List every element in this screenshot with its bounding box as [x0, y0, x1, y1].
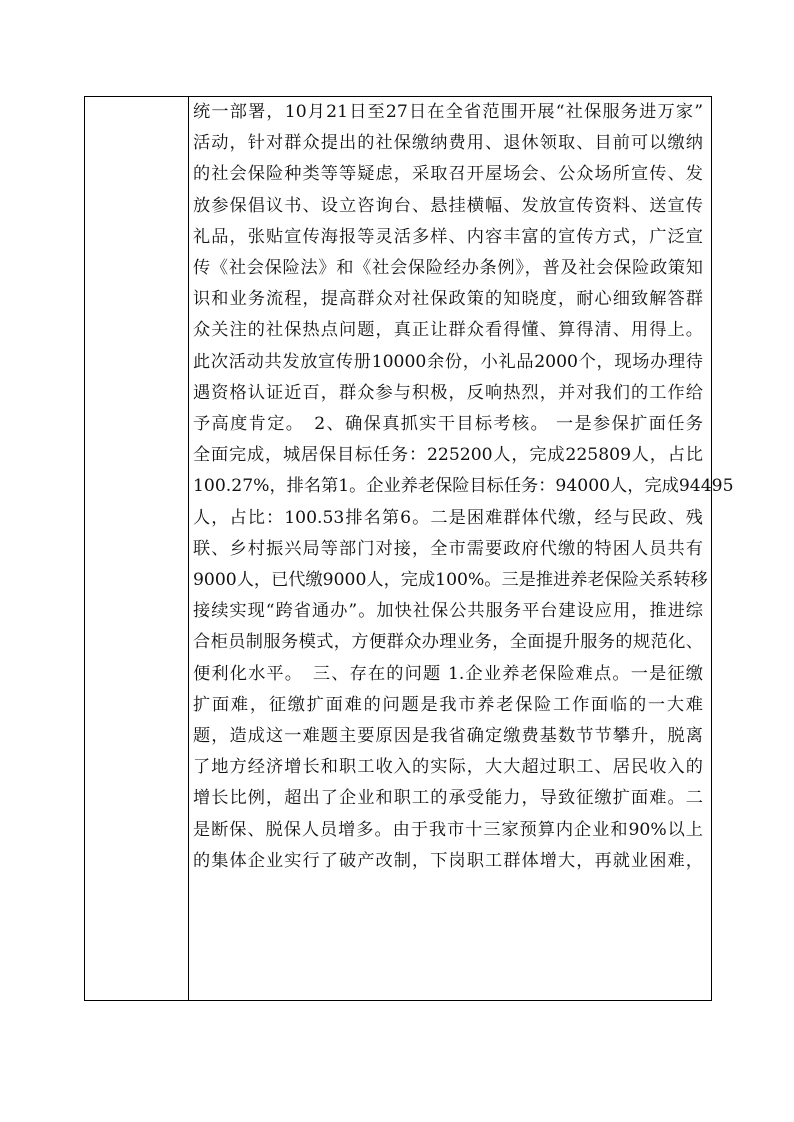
text-line: 识和业务流程，提高群众对社保政策的知晓度，耐心细致解答群 [193, 289, 703, 310]
text-line: 此次活动共发放宣传册10000余份，小礼品2000个，现场办理待 [193, 351, 703, 372]
body-paragraph [193, 97, 734, 877]
text-line: 传《社会保险法》和《社会保险经办条例》，普及社会保险政策知 [193, 258, 703, 279]
text-line: 接续实现“跨省通办”。加快社保公共服务平台建设应用，推进综 [193, 601, 703, 622]
text-line: 便利化水平。 三、存在的问题 1.企业养老保险难点。一是征缴 [193, 663, 703, 684]
text-line: 的社会保险种类等等疑虑，采取召开屋场会、公众场所宣传、发 [193, 164, 703, 185]
text-line: 了地方经济增长和职工收入的实际，大大超过职工、居民收入的 [193, 757, 703, 778]
text-line: 众关注的社保热点问题，真正让群众看得懂、算得清、用得上。 [193, 320, 703, 341]
text-line: 遇资格认证近百，群众参与积极，反响热烈，并对我们的工作给 [193, 382, 703, 403]
text-line: 全面完成，城居保目标任务：225200人，完成225809人，占比 [193, 445, 703, 466]
text-line: 人，占比：100.53排名第6。二是困难群体代缴，经与民政、残 [193, 507, 703, 528]
text-line: 100.27%，排名第1。企业养老保险目标任务：94000人，完成94495 [193, 476, 734, 497]
text-line: 统一部署，10月21日至27日在全省范围开展“社保服务进万家” [193, 102, 703, 122]
table-label-column [85, 97, 189, 1000]
text-line: 的集体企业实行了破产改制，下岗职工群体增大，再就业困难， [193, 850, 703, 871]
text-line: 活动，针对群众提出的社保缴纳费用、退休领取、目前可以缴纳 [193, 133, 703, 154]
text-line: 予高度肯定。 2、确保真抓实干目标考核。 一是参保扩面任务 [193, 414, 703, 435]
text-line: 联、乡村振兴局等部门对接，全市需要政府代缴的特困人员共有 [193, 538, 703, 559]
text-line: 9000人，已代缴9000人，完成100%。三是推进养老保险关系转移 [193, 570, 708, 591]
table-content-column [189, 97, 734, 1000]
text-line: 扩面难，征缴扩面难的问题是我市养老保险工作面临的一大难 [193, 694, 703, 715]
document-table [84, 96, 734, 1001]
text-line: 是断保、脱保人员增多。由于我市十三家预算内企业和90%以上 [193, 819, 703, 840]
text-line: 题，造成这一难题主要原因是我省确定缴费基数节节攀升，脱离 [193, 726, 703, 747]
text-line: 礼品，张贴宣传海报等灵活多样、内容丰富的宣传方式，广泛宣 [193, 226, 703, 247]
text-line: 增长比例，超出了企业和职工的承受能力，导致征缴扩面难。二 [193, 788, 703, 809]
text-line: 放参保倡议书、设立咨询台、悬挂横幅、发放宣传资料、送宣传 [193, 195, 703, 216]
text-line: 合柜员制服务模式，方便群众办理业务，全面提升服务的规范化、 [193, 632, 703, 653]
